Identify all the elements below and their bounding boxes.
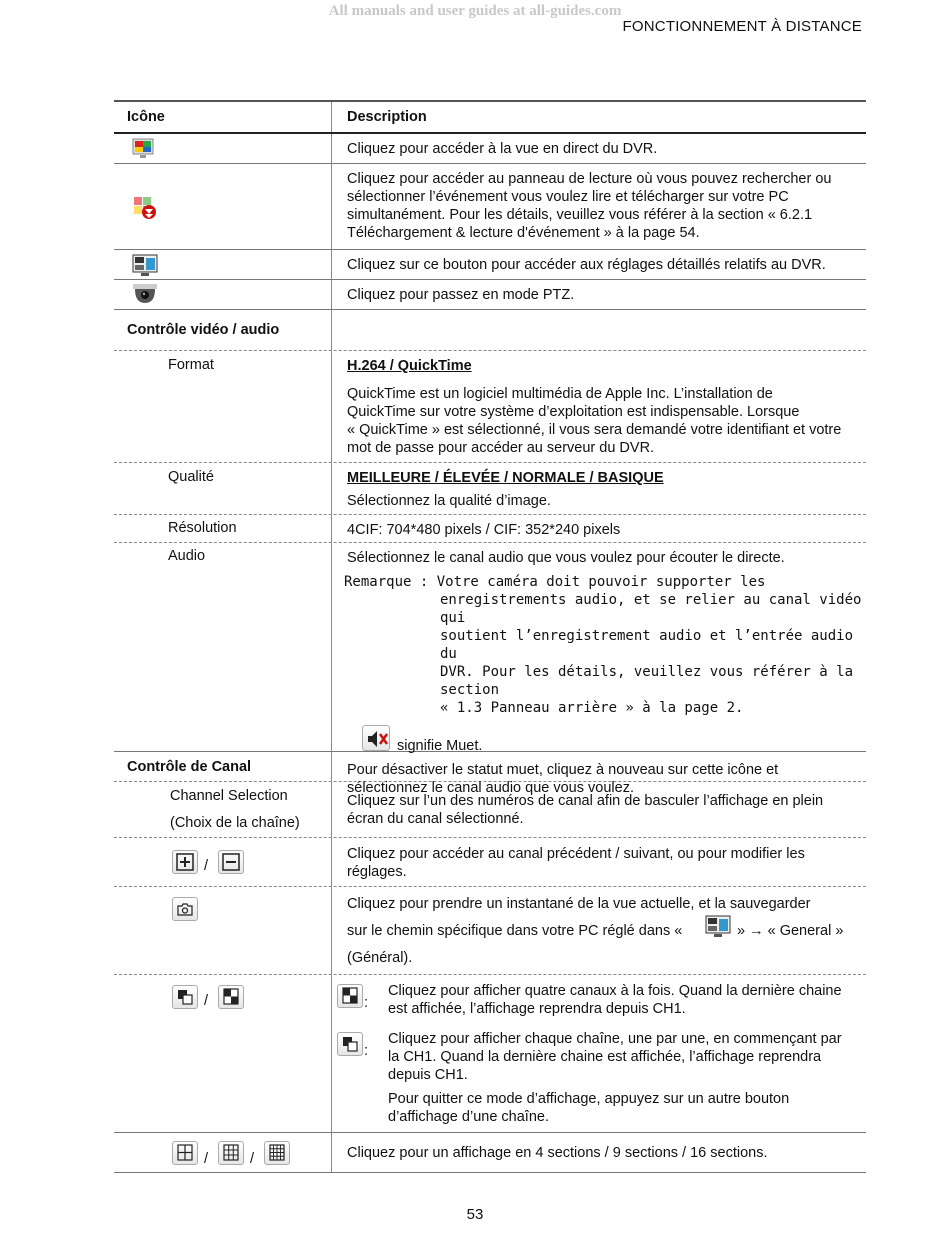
slash-separator: / [204,858,209,874]
section-title: Contrôle vidéo / audio [127,322,280,338]
split-4-icon[interactable] [172,1141,198,1165]
sequence-view-icon[interactable] [172,985,198,1009]
table-header [114,100,866,134]
table-row [114,887,866,975]
settings-icon[interactable] [132,253,158,281]
table-row [114,250,866,280]
table-row [114,463,866,515]
plus-icon[interactable] [172,850,198,874]
col-icon-header: Icône [114,102,332,132]
ptz-desc: Cliquez pour passez en mode PTZ. [347,287,575,303]
table-row [114,515,866,543]
audio-label: Audio [168,548,206,564]
slash-separator: / [204,1151,209,1167]
table-row [114,280,866,310]
snapshot-desc: Cliquez pour prendre un instantané de la vue actuelle, et la sauvegarder sur le chemin spécifique dans votre PC réglé dans « » → « General » (Général). [347,896,844,966]
settings-desc: Cliquez sur ce bouton pour accéder aux réglages détaillés relatifs au DVR. [347,257,826,273]
icon-description-table [114,100,866,1173]
playback-icon[interactable] [132,195,158,225]
playback-desc: Cliquez pour accéder au panneau de lecture où vous pouvez rechercher ou sélectionner l’événement vous voulez lire et télécharger sur votre PC simultanément. Pour les détails, veuillez vous référer à la section « 6.2.1 Téléchargement & lecture d'événement » à la page 54. [347,171,832,241]
format-desc: QuickTime est un logiciel multimédia de Apple Inc. L’installation de QuickTime sur votre système d’exploitation est indispensable. Lorsque « QuickTime » est sélectionné, il vous sera demandé votre identifiant et votre mot de passe pour accéder au serveur du DVR. [347,386,842,456]
table-row [114,1133,866,1173]
settings-icon[interactable] [705,914,731,943]
colon: : [364,1043,369,1059]
prev-next-desc: Cliquez pour accéder au canal précédent / suivant, ou pour modifier les réglages. [347,846,805,880]
watermark: All manuals and user guides at all-guides.com [328,3,622,19]
sequence-view-icon[interactable] [337,1032,363,1056]
ptz-camera-icon[interactable] [132,283,158,311]
table-row [114,975,866,1133]
quad-desc: Cliquez pour afficher quatre canaux à la fois. Quand la dernière chaine est affichée, l’affichage reprendra depuis CH1. [388,983,842,1017]
slash-separator: / [204,993,209,1009]
section-title: Contrôle de Canal [127,759,252,775]
mute-line [347,725,862,755]
table-row [114,164,866,250]
quality-label: Qualité [168,469,214,485]
split-16-icon[interactable] [264,1141,290,1165]
format-title: H.264 / QuickTime [347,358,472,374]
mute-desc: signifie Muet. [397,738,483,754]
section-row [114,310,866,351]
quad-view-icon[interactable] [218,985,244,1009]
running-head: FONCTIONNEMENT À DISTANCE [622,18,862,35]
channel-selection-label-fr: (Choix de la chaîne) [170,815,300,831]
quad-view-icon[interactable] [337,984,363,1008]
split-desc: Cliquez pour un affichage en 4 sections / 9 sections / 16 sections. [347,1145,768,1161]
table-row [114,838,866,887]
table-row [114,351,866,463]
minus-icon[interactable] [218,850,244,874]
snapshot-icon[interactable] [172,897,198,921]
split-9-icon[interactable] [218,1141,244,1165]
slash-separator: / [250,1151,255,1167]
channel-selection-label: Channel Selection [170,788,288,804]
quality-title: MEILLEURE / ÉLEVÉE / NORMALE / BASIQUE [347,470,664,486]
col-description-header: Description [347,109,427,125]
exit-sequence-desc: Pour quitter ce mode d’affichage, appuyez sur un autre bouton d’affichage d’une chaîne. [388,1091,790,1125]
resolution-desc: 4CIF: 704*480 pixels / CIF: 352*240 pixels [347,522,621,538]
table-row [114,134,866,164]
resolution-label: Résolution [168,520,237,536]
audio-desc: Sélectionnez le canal audio que vous voulez pour écouter le directe. [347,550,785,566]
mute-icon[interactable] [362,725,390,751]
audio-note: Remarque : Votre caméra doit pouvoir supporter les enregistrements audio, et se relier au canal vidéo qui soutient l’enregistrement audio et l’entrée audio du DVR. Pour les détails, veuillez vous référer à la section « 1.3 Panneau arrière » à la page 2. [344,574,862,716]
colon: : [364,995,369,1011]
page-number: 53 [466,1206,484,1223]
sequence-desc: Cliquez pour afficher chaque chaîne, une par une, en commençant par la CH1. Quand la dernière chaine est affichée, l’affichage reprendra depuis CH1. [388,1031,842,1083]
format-label: Format [168,357,214,373]
unmute-desc: Pour désactiver le statut muet, cliquez à nouveau sur cette icône et sélectionnez le canal audio que vous voulez. [347,762,779,796]
channel-selection-desc: Cliquez sur l’un des numéros de canal afin de basculer l’affichage en plein écran du canal sélectionné. [347,793,824,827]
live-view-icon[interactable] [132,138,154,164]
quality-desc: Sélectionnez la qualité d’image. [347,493,551,509]
live-view-desc: Cliquez pour accéder à la vue en direct du DVR. [347,141,658,157]
